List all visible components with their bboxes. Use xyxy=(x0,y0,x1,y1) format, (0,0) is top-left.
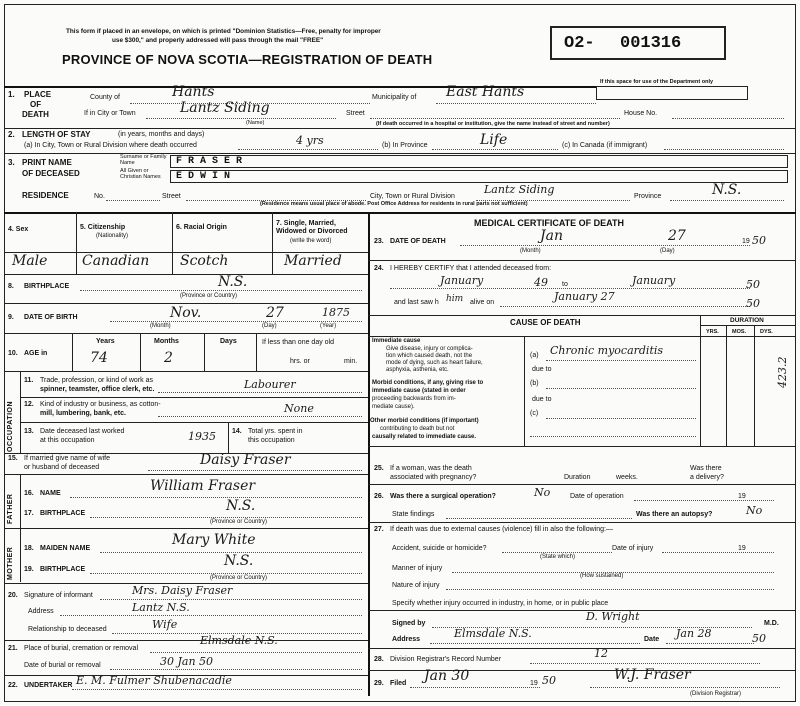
registration-number-box xyxy=(550,26,726,60)
certifier-address-value: Elmsdale N.S. xyxy=(454,627,532,640)
given-names-box xyxy=(170,170,788,183)
dept-use-box xyxy=(596,86,748,100)
birth-year-value: 1875 xyxy=(322,306,350,319)
reg-number: 001316 xyxy=(620,34,682,53)
city-town-value: Lantz Siding xyxy=(180,100,270,116)
death-year-value: 50 xyxy=(752,234,766,247)
given-names-value: E D W I N xyxy=(176,171,231,182)
death-day-value: 27 xyxy=(668,228,686,244)
certifier-date-value: Jan 28 xyxy=(676,627,712,640)
industry-value: None xyxy=(284,402,314,415)
residence-city-value: Lantz Siding xyxy=(484,183,555,196)
cause-of-death-title: CAUSE OF DEATH xyxy=(510,318,581,327)
spouse-value: Daisy Fraser xyxy=(200,452,291,468)
attended-to-year-value: 50 xyxy=(746,278,760,291)
burial-date-value: 30 Jan 50 xyxy=(160,655,214,668)
attended-from-value: January xyxy=(440,274,484,287)
filed-year-value: 50 xyxy=(542,674,556,687)
residence-province-value: N.S. xyxy=(712,182,742,198)
margin-note: 423.2 xyxy=(776,356,789,388)
stay-province-value: Life xyxy=(480,132,508,148)
surgical-value: No xyxy=(534,486,551,499)
death-registration-form: This form if placed in an envelope, on which is printed "Dominion Statistics—Free, penalty for improper use $300," and properly addressed will pass through the mail "FREE" PROVINCE OF NOVA SCOTIA—REGISTRATION OF DEATH O2- 001316 If this space for use of the Department only 1. PLACE OF DEATH County of Hants Municipality of East Hants If in City or Town Lantz Siding (Name) Street House No. (If death occurred in a hospital or institution, give the name instead of street and number) 2. LENGTH OF STAY (in years, months and days) (a) In City, Town or Rural Division where death occurred 4 yrs (b) In Province Life (c) In Canada (if immigrant) 3. PRINT NAME OF DECEASED Surname or Family Name All Given or Christian Names F R A S E R E D W I N RESIDENCE No. Street City, Town or Rural Division Lantz Siding Province N.S. (Residence means usual place of abode. Post Office Address for residents in rural parts not sufficient) 4. Sex 5. Citizenship (Nationality) 6. Racial Origin 7. Single, Married, Widowed or Divorced (write the word) Male Canadian Scotch Married 8. BIRTHPLACE N.S. (Province or Country) 9. DATE OF BIRTH Nov. 27 1875 (Month) (Day) (Year) 10. AGE in Years Months Days If less than one day old 74 2 hrs. or min. OCCUPATION 11. Trade, profession, or kind of work as spinner, teamster, office clerk, etc. Labourer 12. Kind of industry or business, as cotton- mill, lumbering, bank, etc. None 13. Date deceased last worked at this occupation 1935 14. Total yrs. spent in this occupation 15. If married give name of wife or husband of deceased Daisy Fraser FATHER 16. NAME William Fraser 17. BIRTHPLACE N.S. (Province or Country) MOTHER 18. MAIDEN NAME Mary White 19. BIRTHPLACE N.S. (Province or Country) 20. Signature of informant Mrs. Daisy Fraser Address Lantz N.S. Relationship to deceased Wife 21. Place of burial, cremation or removal Elmsdale N.S. Date of burial or removal 30 Jan 50 22. UNDERTAKER E. M. Fulmer Shubenacadie MEDICAL CERTIFICATE OF DEATH 23. DATE OF DEATH Jan 27 19 50 (Month) (Day) 24. I HEREBY CERTIFY that I attended deceased from: January 49 to January 50 and last saw h him alive on January 27 50 CAUSE OF DEATH DURATION YRS. MOS. DYS. Immediate cause Give disease, injury or complica- tion which caused death, not the mode of dying, such as heart failure, asphyxia, asthenia, etc. Morbid conditions, if any, giving rise to immediate cause (stated in order proceeding backwards from im- mediate cause). Other morbid conditions (if important) contributing to death but not causally related to immediate cause. (a) Chronic myocarditis due to (b) due to (c) 25. If a woman, was the death associated with pregnancy? Duration weeks. Was there a delivery? 26. Was there a surgical operation? No Date of operation 19 State findings Was there an autopsy? No 27. If death was due to external causes (violence) fill in also the following:— Accident, suicide or homicide? (State which) Date of injury 19 Manner of injury (How sustained) Nature of injury Specify whether injury occurred in industry, in home, or in public place Signed by D. Wright M.D. Address Elmsdale N.S. Date Jan 28 50 28. Division Registrar's Record Number 12 29. Filed Jan 30 19 50 W.J. Fraser (Division Registrar) 423.2 xyxy=(0,0,800,706)
mother-birthplace-value: N.S. xyxy=(224,553,254,569)
record-number-value: 12 xyxy=(594,647,608,660)
father-label: FATHER xyxy=(7,493,14,524)
form-title: PROVINCE OF NOVA SCOTIA—REGISTRATION OF DEATH xyxy=(62,52,433,67)
occupation-label: OCCUPATION xyxy=(7,400,14,452)
racial-origin-value: Scotch xyxy=(180,253,229,269)
surname-value: F R A S E R xyxy=(176,156,243,167)
cause-a-value: Chronic myocarditis xyxy=(550,344,664,357)
signed-by-value: D. Wright xyxy=(586,610,640,623)
envelope-note-2: use $300," and properly addressed will pass through the mail "FREE" xyxy=(112,37,324,44)
last-worked-value: 1935 xyxy=(188,430,216,443)
alive-on-value: January 27 xyxy=(554,290,615,303)
last-saw-him-value: him xyxy=(446,294,464,304)
citizenship-value: Canadian xyxy=(82,253,150,269)
municipality-value: East Hants xyxy=(446,84,525,100)
surname-box xyxy=(170,155,788,168)
age-months-value: 2 xyxy=(164,350,173,366)
birthplace-value: N.S. xyxy=(218,274,248,290)
sex-value: Male xyxy=(12,253,48,269)
relationship-value: Wife xyxy=(152,618,178,631)
attended-to-value: January xyxy=(632,274,676,287)
filed-value: Jan 30 xyxy=(424,668,470,684)
attended-from-year-value: 49 xyxy=(534,276,548,289)
stay-city-value: 4 yrs xyxy=(296,134,324,147)
father-birthplace-value: N.S. xyxy=(226,498,256,514)
undertaker-value: E. M. Fulmer Shubenacadie xyxy=(76,674,232,687)
registrar-signature-value: W.J. Fraser xyxy=(614,667,691,683)
alive-year-value: 50 xyxy=(746,297,760,310)
trade-value: Labourer xyxy=(244,378,296,391)
certifier-year-value: 50 xyxy=(752,632,766,645)
dept-use-note: If this space for use of the Department only xyxy=(600,79,714,85)
birth-day-value: 27 xyxy=(266,305,284,321)
autopsy-value: No xyxy=(746,504,763,517)
county-value: Hants xyxy=(172,84,215,100)
mother-maiden-value: Mary White xyxy=(172,532,256,548)
reg-prefix: O2- xyxy=(564,34,595,53)
burial-place-value: Elmsdale N.S. xyxy=(200,634,278,647)
informant-address-value: Lantz N.S. xyxy=(132,601,190,614)
marital-value: Married xyxy=(284,253,342,269)
death-month-value: Jan xyxy=(540,228,563,244)
birth-month-value: Nov. xyxy=(170,305,202,321)
informant-value: Mrs. Daisy Fraser xyxy=(132,584,233,597)
mother-label: MOTHER xyxy=(7,546,14,580)
envelope-note-1: This form if placed in an envelope, on which is printed "Dominion Statistics—Free, penalty for improper xyxy=(66,28,381,35)
father-name-value: William Fraser xyxy=(150,478,256,494)
age-years-value: 74 xyxy=(90,350,108,366)
medical-certificate-title: MEDICAL CERTIFICATE OF DEATH xyxy=(474,218,624,228)
